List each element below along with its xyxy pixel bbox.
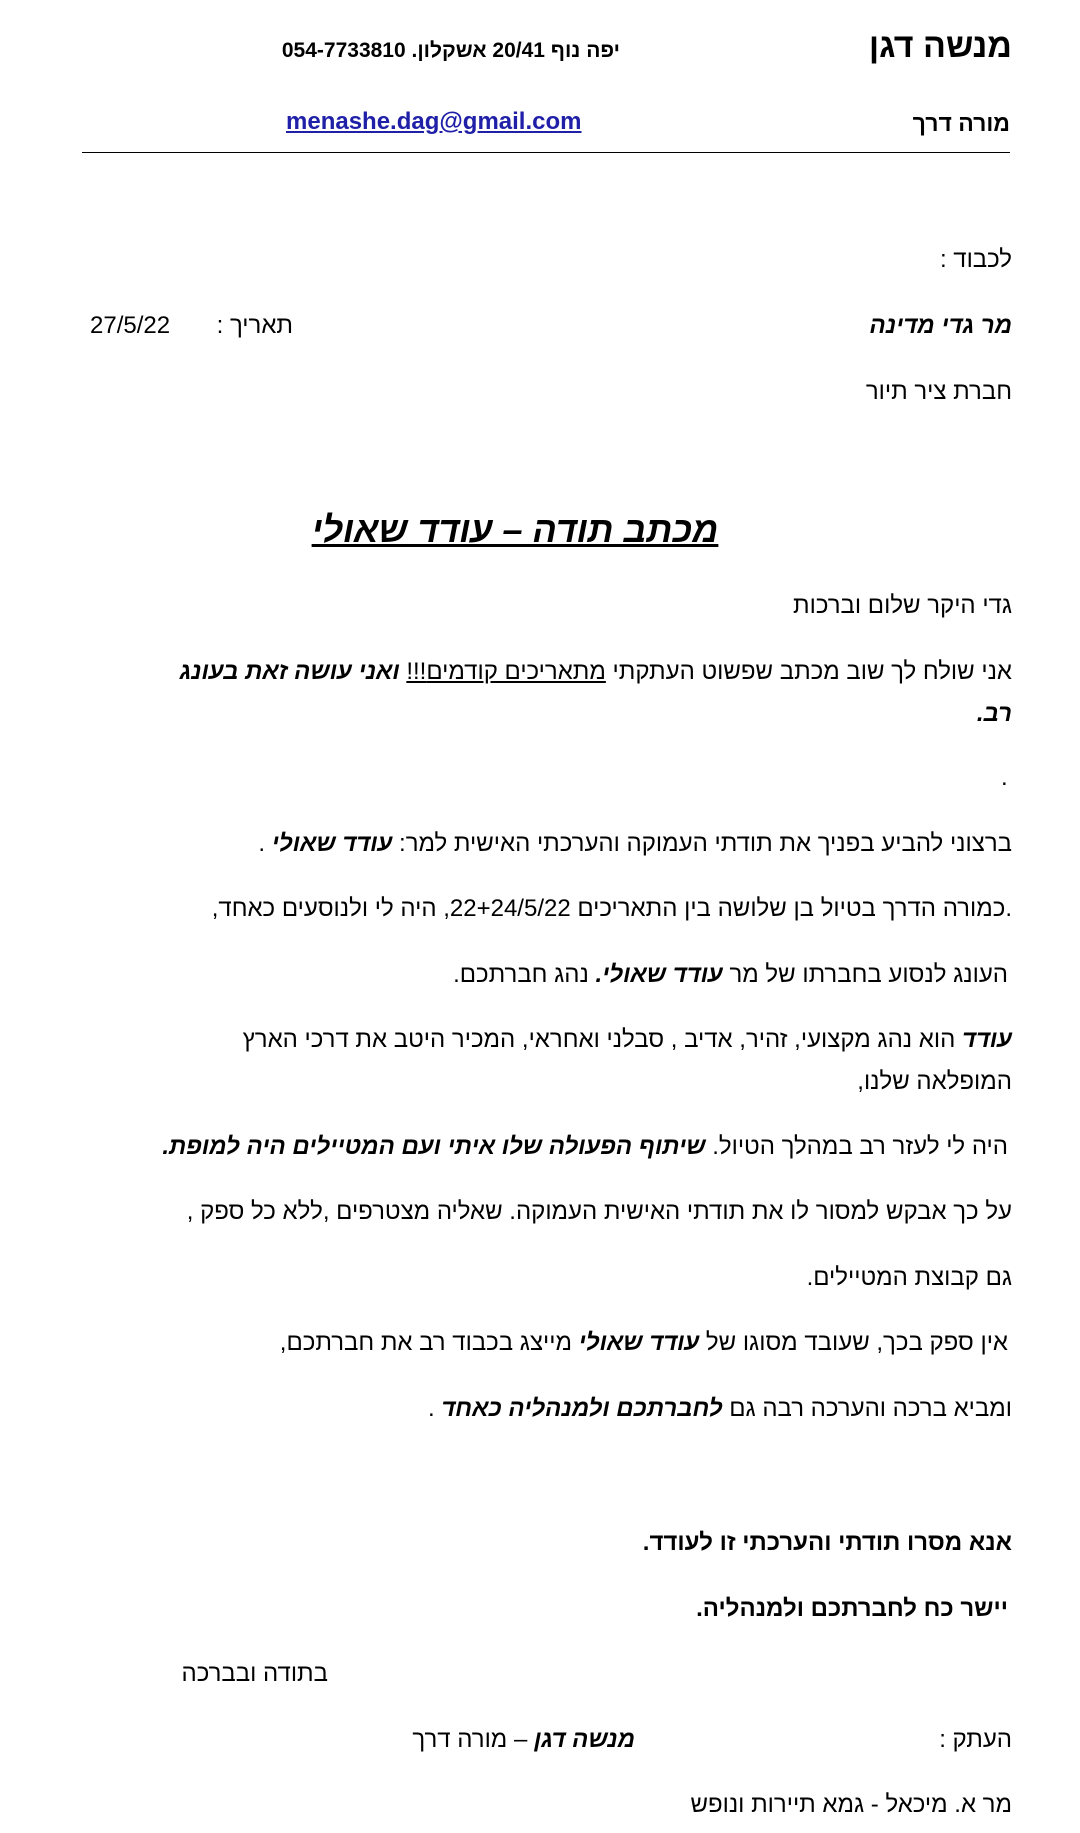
paragraph-10 [428,1395,1012,1424]
closing-line-2: יישר כח לחברתכם ולמנהליה. [696,1595,1008,1622]
signature [412,1726,635,1755]
p6-text: היה לי לעזר רב במהלך הטיול. [705,1133,1008,1160]
signature-role: – מורה דרך [412,1726,534,1753]
paragraph-2 [258,830,1012,859]
paragraph-1-line-2: רב. [976,700,1012,727]
p2-driver-name: עודד שאולי [271,830,393,857]
author-profession: מורה דרך [912,110,1010,136]
p9-end: מייצג בכבוד רב את חברתכם, [279,1329,579,1356]
signature-name: מנשה דגן [533,1726,635,1753]
stray-dot: . [1001,764,1008,791]
letter-title: מכתב תודה – עודד שאולי [311,509,719,550]
p10-emphasis: לחברתכם ולמנהליה כאחד [441,1395,723,1422]
p10-end: . [427,1395,442,1422]
p1-emphasis: ואני עושה זאת בעונג [179,658,407,685]
p10-text: ומביא ברכה והערכה רבה גם [722,1395,1012,1422]
author-email-link[interactable]: menashe.dag@gmail.com [286,108,582,135]
p4-driver-name: עודד שאולי. [595,961,723,988]
header-divider [82,152,1010,153]
paragraph-5-line-2: המופלאה שלנו, [857,1068,1012,1095]
recipient-to-label: לכבוד : [939,246,1012,273]
recipient-name: מר גדי מדינה [869,312,1012,339]
paragraph-7: על כך אבקש למסור לו את תודתי האישית העמוקה. שאליה מצטרפים ,ללא כל ספק , [186,1198,1012,1225]
p1-exclaim: !!! [406,658,427,685]
p6-emphasis: שיתוף הפעולה שלו איתי ועם המטיילים היה למופת. [162,1133,706,1160]
paragraph-4 [453,961,1008,990]
paragraph-6 [162,1133,1008,1162]
p9-driver-name: עודד שאולי [578,1329,700,1356]
copy-recipient: מר א. מיכאל - גמא תיירות ונופש [690,1791,1012,1818]
recipient-company: חברת ציר תיור [865,378,1012,405]
p1-text: אני שולח לך שוב מכתב שפשוט העתקתי [605,658,1012,685]
regards: בתודה ובברכה [181,1660,328,1687]
date-label: תאריך : [216,312,293,339]
p5-text: הוא נהג מקצועי, זהיר, אדיב , סבלני ואחראי, המכיר היטב את דרכי הארץ [242,1026,962,1053]
greeting: גדי היקר שלום וברכות [793,592,1012,619]
author-address-phone: יפה נוף 20/41 אשקלון. 054-7733810 [281,39,620,62]
paragraph-3: .כמורה הדרך בטיול בן שלושה בין התאריכים 22+24/5/22, היה לי ולנוסעים כאחד, [211,895,1012,922]
p2-end: . [258,830,272,857]
letter-date: 27/5/22 [90,312,171,339]
author-name: מנשה דגן [868,27,1012,65]
p2-text: ברצוני להביע בפניך את תודתי העמוקה והערכתי האישית למר: [392,830,1012,857]
p9-text: אין ספק בכך, שעובד מסוגו של [699,1329,1008,1356]
p1-underlined: מתאריכים קודמים [426,658,606,685]
p4-end: נהג חברתכם. [453,961,596,988]
p4-text: העונג לנסוע בחברתו של מר [722,961,1008,988]
paragraph-9 [280,1329,1008,1358]
paragraph-1-line-1 [180,658,1012,687]
p5-driver-name: עודד [961,1026,1012,1053]
paragraph-5-line-1 [243,1026,1012,1055]
copy-label: העתק : [939,1726,1012,1753]
paragraph-8: גם קבוצת המטיילים. [806,1264,1012,1291]
closing-line-1: אנא מסרו תודתי והערכתי זו לעודד. [642,1529,1012,1556]
